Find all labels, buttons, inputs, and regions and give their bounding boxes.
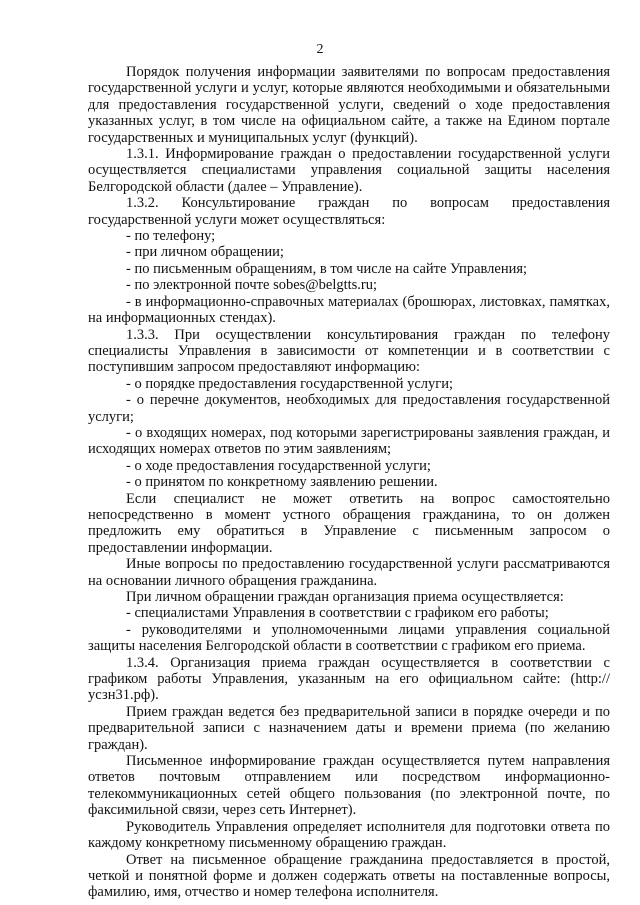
list-item-email: - по электронной почте sobes@belgtts.ru; xyxy=(126,277,378,294)
list-item-procedure: - о порядке предоставления государственной услуги; xyxy=(126,375,454,392)
list-item-decision: - о принятом по конкретному заявлению решении. xyxy=(126,474,438,491)
list-item-phone: - по телефону; xyxy=(126,228,216,245)
list-item-incoming-numbers: - о входящих номерах, под которыми зарегистрированы заявления граждан, и исходящих номерах ответов по этим заявлениям; xyxy=(88,424,610,458)
paragraph-intro: Порядок получения информации заявителями по вопросам предоставления государственной услуги и услуг, которые являются необходимыми и обязательными для предоставления государственной услуги, сведений о ходе предоставления указанных услуг, в том числе на официальном сайте, а также на Едином портале государственных и муниципальных услуг (функций). xyxy=(88,64,610,146)
list-item-documents: - о перечне документов, необходимых для предоставления государственной услуги; xyxy=(88,392,610,425)
paragraph-1-3-3: 1.3.3. При осуществлении консультирования граждан по телефону специалисты Управления в зависимости от компетенции и в соответствии с поступившим запросом предоставляют информацию: xyxy=(88,326,610,376)
paragraph-1-3-1: 1.3.1. Информирование граждан о предоставлении государственной услуги осуществляется специалистами управления социальной защиты населения Белгородской области (далее – Управление). xyxy=(88,146,610,195)
list-item-specialists: - специалистами Управления в соответствии с графиком его работы; xyxy=(126,605,549,622)
list-item-info-materials: - в информационно-справочных материалах (брошюрах, листовках, памятках, на информационных стендах). xyxy=(88,293,610,327)
paragraph-other-questions: Иные вопросы по предоставлению государственной услуги рассматриваются на основании личного обращения гражданина. xyxy=(88,556,610,589)
paragraph-head-assigns: Руководитель Управления определяет исполнителя для подготовки ответа по каждому конкретному письменному обращению граждан. xyxy=(88,818,610,852)
paragraph-specialist-unable: Если специалист не может ответить на вопрос самостоятельно непосредственно в момент устного обращения гражданина, то он должен предложить ему обратиться в Управление с письменным запросом о предоставлении информации. xyxy=(88,490,610,556)
list-item-managers: - руководителями и уполномоченными лицами управления социальной защиты населения Белгородской области в соответствии с графиком его приема. xyxy=(88,621,610,655)
paragraph-reception-order: Прием граждан ведется без предварительной записи в порядке очереди и по предварительной записи с назначением даты и времени приема (по желанию граждан). xyxy=(88,703,610,753)
list-item-written-requests: - по письменным обращениям, в том числе на сайте Управления; xyxy=(126,260,528,277)
paragraph-1-3-4: 1.3.4. Организация приема граждан осуществляется в соответствии с графиком работы Управления, указанным на его официальном сайте: (http://усзн31.рф). xyxy=(88,654,610,704)
document-body xyxy=(88,64,610,901)
paragraph-written-informing: Письменное информирование граждан осуществляется путем направления ответов почтовым отправлением или посредством информационно-телекоммуникационных сетей общего пользования (по электронной почте, по факсимильной связи, через сеть Интернет). xyxy=(88,753,610,819)
paragraph-written-answer: Ответ на письменное обращение гражданина предоставляется в простой, четкой и понятной форме и должен содержать ответы на поставленные вопросы, фамилию, имя, отчество и номер телефона исполнителя. xyxy=(88,851,610,901)
paragraph-personal-reception: При личном обращении граждан организация приема осуществляется: xyxy=(126,589,564,605)
page-number: 2 xyxy=(316,42,324,57)
list-item-personal-visit: - при личном обращении; xyxy=(126,244,284,261)
list-item-progress: - о ходе предоставления государственной услуги; xyxy=(126,457,431,474)
paragraph-1-3-2: 1.3.2. Консультирование граждан по вопросам предоставления государственной услуги может осуществляться: xyxy=(88,195,610,228)
